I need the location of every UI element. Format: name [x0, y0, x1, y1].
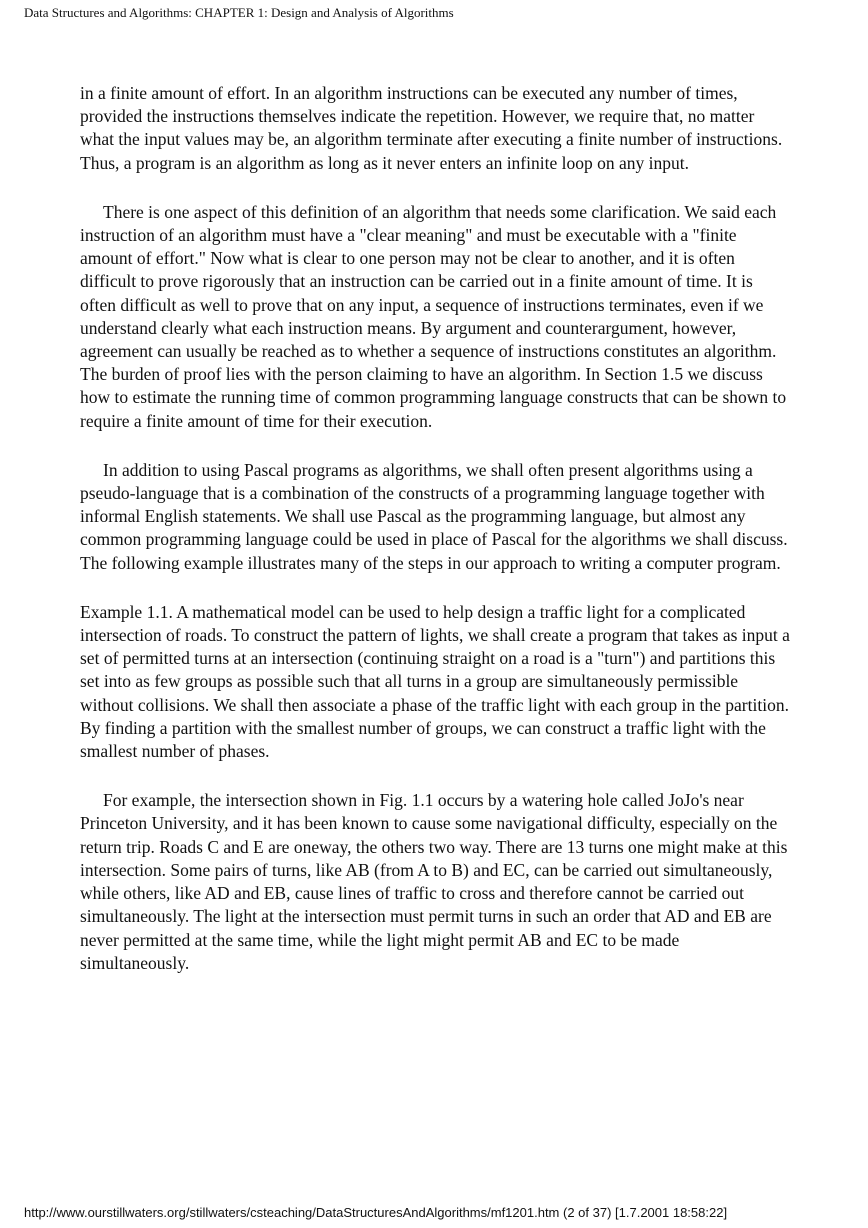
document-body — [80, 82, 792, 975]
paragraph-2: There is one aspect of this definition of an algorithm that needs some clarification. We said each instruction of an algorithm must have a "clear meaning" and must be executable with a "finite amount of effort." Now what is clear to one person may not be clear to another, and it is often difficult to prove rigorously that an instruction can be carried out in a finite amount of time. It is often difficult as well to prove that on any input, a sequence of instructions terminates, even if we understand clearly what each instruction means. By argument and counterargument, however, agreement can usually be reached as to whether a sequence of instructions constitutes an algorithm. The burden of proof lies with the person claiming to have an algorithm. In Section 1.5 we discuss how to estimate the running time of common programming language constructs that can be shown to require a finite amount of time for their execution. — [80, 201, 787, 431]
paragraph-1: in a finite amount of effort. In an algorithm instructions can be executed any number of times, provided the instructions themselves indicate the repetition. However, we require that, no matter what the input values may be, an algorithm terminate after executing a finite number of instructions. Thus, a program is an algorithm as long as it never enters an infinite loop on any input. — [80, 83, 783, 173]
paragraph-5: For example, the intersection shown in Fig. 1.1 occurs by a watering hole called JoJo's near Princeton University, and it has been known to cause some navigational difficulty, especially on the return trip. Roads C and E are oneway, the others two way. There are 13 turns one might make at this intersection. Some pairs of turns, like AB (from A to B) and EC, can be carried out simultaneously, while others, like AD and EB, cause lines of traffic to cross and therefore cannot be carried out simultaneously. The light at the intersection must permit turns in such an order that AD and EB are never permitted at the same time, while the light might permit AB and EC to be made simultaneously. — [80, 790, 788, 973]
paragraph-example-1-1: Example 1.1. A mathematical model can be used to help design a traffic light for a complicated intersection of roads. To construct the pattern of lights, we shall create a program that takes as input a set of permitted turns at an intersection (continuing straight on a road is a "turn") and partitions this set into as few groups as possible such that all turns in a group are simultaneously permissible without collisions. We shall then associate a phase of the traffic light with each group in the partition. By finding a partition with the smallest number of groups, we can construct a traffic light with the smallest number of phases. — [80, 601, 790, 762]
paragraph-3: In addition to using Pascal programs as algorithms, we shall often present algorithms using a pseudo-language that is a combination of the constructs of a programming language together with informal English statements. We shall use Pascal as the programming language, but almost any common programming language could be used in place of Pascal for the algorithms we shall discuss. The following example illustrates many of the steps in our approach to writing a computer program. — [80, 459, 788, 573]
page-footer-url: http://www.ourstillwaters.org/stillwaters/csteaching/DataStructuresAndAlgorithms/mf1201.htm (2 of 37) [1.7.2001 18:58:22] — [24, 1205, 728, 1220]
page-header-title: Data Structures and Algorithms: CHAPTER 1: Design and Analysis of Algorithms — [24, 5, 454, 20]
